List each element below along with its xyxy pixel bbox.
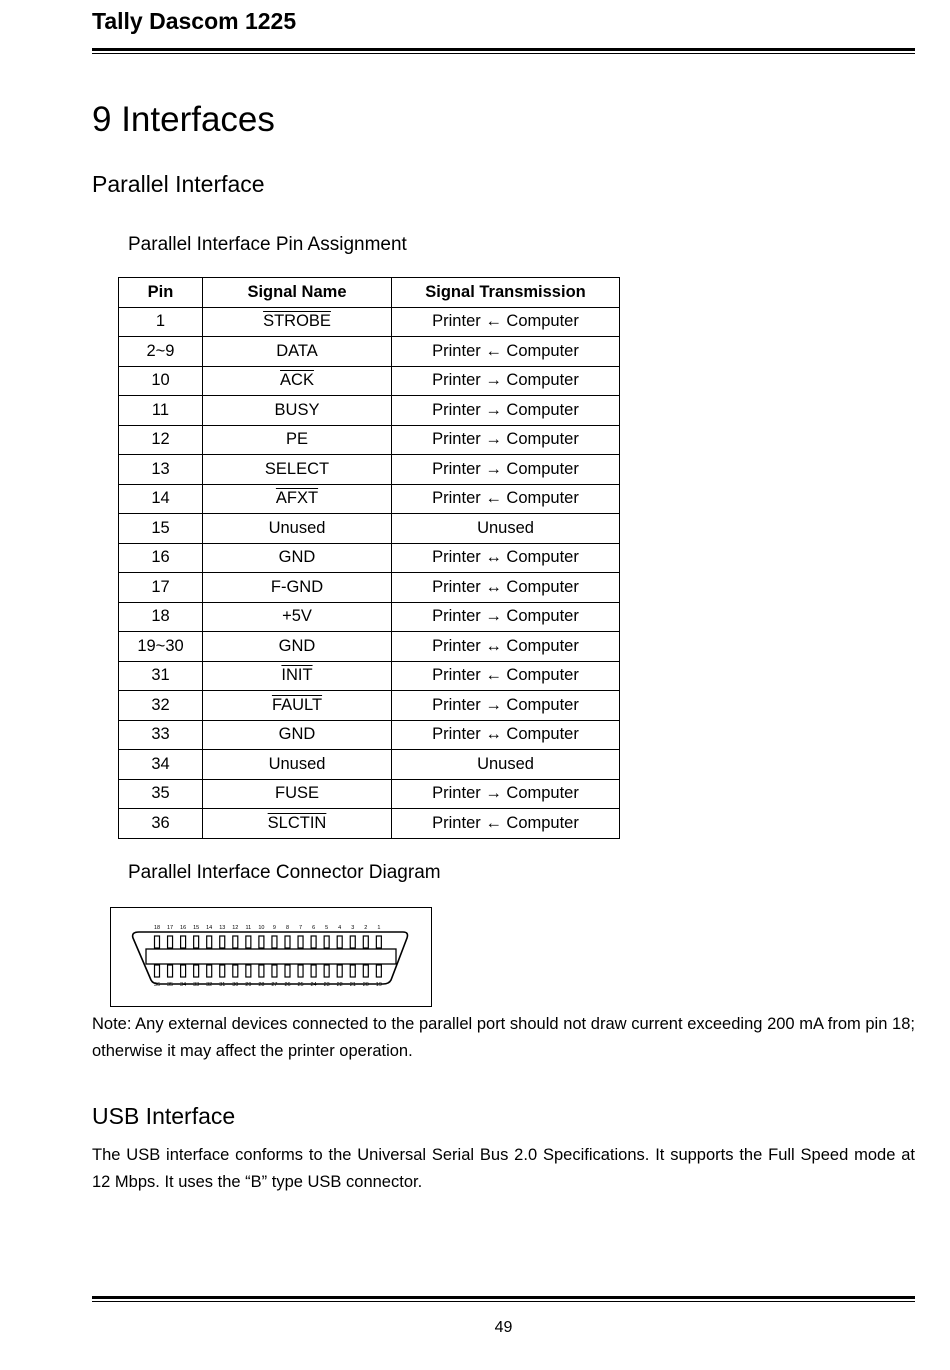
connector-pin bbox=[311, 965, 316, 977]
header-rule-thin bbox=[92, 53, 915, 54]
chapter-title: 9 Interfaces bbox=[92, 100, 275, 139]
connector-pin bbox=[246, 936, 251, 948]
connector-pin bbox=[168, 965, 173, 977]
signal-transmission-cell: Printer ← Computer bbox=[392, 307, 620, 337]
pin-number-label: 21 bbox=[349, 982, 356, 988]
table-row bbox=[119, 750, 620, 780]
signal-name-cell bbox=[203, 661, 392, 691]
signal-transmission-cell: Printer → Computer bbox=[392, 779, 620, 809]
signal-transmission-cell: Printer ← Computer bbox=[392, 809, 620, 839]
signal-name-cell: BUSY bbox=[203, 396, 392, 426]
connector-diagram-graphic bbox=[111, 908, 431, 1006]
table-row bbox=[119, 573, 620, 603]
active-low-signal-label: $\overline{ACK}$ bbox=[280, 371, 314, 390]
connector-pin bbox=[246, 965, 251, 977]
signal-name-cell: SELECT bbox=[203, 455, 392, 485]
signal-name-cell: GND bbox=[203, 632, 392, 662]
signal-transmission-cell: Unused bbox=[392, 750, 620, 780]
signal-name-cell: FUSE bbox=[203, 779, 392, 809]
connector-pin bbox=[233, 965, 238, 977]
pin-number-label: 10 bbox=[258, 925, 265, 931]
header-rule bbox=[92, 48, 915, 51]
signal-transmission-cell: Printer ↔ Computer bbox=[392, 573, 620, 603]
pin-number-label: 12 bbox=[232, 925, 239, 931]
column-header-signal-name: Signal Name bbox=[203, 278, 392, 308]
signal-name-cell bbox=[203, 366, 392, 396]
signal-transmission-cell: Unused bbox=[392, 514, 620, 544]
signal-transmission-cell: Printer → Computer bbox=[392, 602, 620, 632]
footer-rule bbox=[92, 1296, 915, 1299]
pin-cell: 32 bbox=[119, 691, 203, 721]
table-row bbox=[119, 307, 620, 337]
pin-number-label: 27 bbox=[271, 982, 278, 988]
pin-number-label: 33 bbox=[193, 982, 200, 988]
connector-pin bbox=[285, 965, 290, 977]
pin-number-label: 17 bbox=[166, 925, 174, 931]
pin-number-label: 4 bbox=[338, 925, 342, 931]
signal-name-cell: Unused bbox=[203, 514, 392, 544]
connector-diagram-title: Parallel Interface Connector Diagram bbox=[128, 862, 441, 883]
active-low-signal-label: STROBE bbox=[263, 312, 331, 331]
connector-pin bbox=[363, 965, 368, 977]
signal-name-cell: PE bbox=[203, 425, 392, 455]
signal-transmission-cell: Printer → Computer bbox=[392, 425, 620, 455]
connector-pin bbox=[194, 936, 199, 948]
page-number: 49 bbox=[494, 1319, 513, 1336]
pin-number-label: 3 bbox=[351, 925, 355, 931]
pin-number-label: 1 bbox=[377, 925, 381, 931]
pin-number-label: 2 bbox=[364, 925, 368, 931]
pin-cell: 1 bbox=[119, 307, 203, 337]
connector-diagram bbox=[110, 907, 432, 1007]
pin-number-label: 22 bbox=[336, 982, 343, 988]
pin-number-label: 13 bbox=[219, 925, 226, 931]
connector-pin bbox=[298, 936, 303, 948]
table-row bbox=[119, 514, 620, 544]
pin-cell: 18 bbox=[119, 602, 203, 632]
connector-pin bbox=[337, 965, 342, 977]
pin-number-label: 36 bbox=[153, 982, 161, 988]
connector-pin bbox=[207, 936, 212, 948]
column-header-pin: Pin bbox=[119, 278, 203, 308]
table-row bbox=[119, 809, 620, 839]
pin-cell: 14 bbox=[119, 484, 203, 514]
signal-transmission-cell: Printer → Computer bbox=[392, 366, 620, 396]
table-row bbox=[119, 720, 620, 750]
pin-table-title: Parallel Interface Pin Assignment bbox=[128, 234, 407, 255]
column-header-signal-transmission: Signal Transmission bbox=[392, 278, 620, 308]
signal-transmission-cell: Printer ← Computer bbox=[392, 661, 620, 691]
active-low-signal-label: FAULT bbox=[271, 695, 323, 714]
pin-cell: 11 bbox=[119, 396, 203, 426]
signal-transmission-cell: Printer → Computer bbox=[392, 691, 620, 721]
pin-cell: 13 bbox=[119, 455, 203, 485]
pin-cell: 36 bbox=[119, 809, 203, 839]
connector-pin bbox=[259, 965, 264, 977]
table-row bbox=[119, 632, 620, 662]
pin-number-label: 31 bbox=[219, 982, 226, 988]
pin-number-label: 18 bbox=[153, 925, 161, 931]
pin-number-label: 14 bbox=[206, 925, 213, 931]
signal-name-cell bbox=[203, 809, 392, 839]
connector-pin bbox=[350, 965, 355, 977]
connector-pin bbox=[324, 936, 329, 948]
pin-table-body bbox=[119, 307, 620, 838]
table-header-row bbox=[119, 278, 620, 308]
signal-transmission-cell: Printer ← Computer bbox=[392, 337, 620, 367]
pin-number-label: 15 bbox=[193, 925, 200, 931]
connector-pin bbox=[376, 965, 381, 977]
pin-cell: 19~30 bbox=[119, 632, 203, 662]
pin-number-label: 34 bbox=[180, 982, 187, 988]
connector-pin bbox=[181, 965, 186, 977]
pin-number-label: 8 bbox=[285, 925, 290, 931]
connector-pin bbox=[337, 936, 342, 948]
pin-cell: 10 bbox=[119, 366, 203, 396]
connector-pin bbox=[272, 936, 277, 948]
pin-number-label: 5 bbox=[325, 925, 329, 931]
signal-name-cell: F-GND bbox=[203, 573, 392, 603]
active-low-signal-label: INIT bbox=[281, 666, 313, 685]
pin-cell: 2~9 bbox=[119, 337, 203, 367]
pin-number-label: 11 bbox=[245, 925, 252, 931]
connector-pin bbox=[233, 936, 238, 948]
pin-cell: 35 bbox=[119, 779, 203, 809]
pin-cell: 12 bbox=[119, 425, 203, 455]
active-low-signal-label: AFXT bbox=[275, 489, 319, 508]
signal-transmission-cell: Printer ← Computer bbox=[392, 484, 620, 514]
header-title: Tally Dascom 1225 bbox=[92, 8, 297, 34]
pin-number-label: 28 bbox=[258, 982, 265, 988]
signal-transmission-cell: Printer ↔ Computer bbox=[392, 632, 620, 662]
pin-number-label: 30 bbox=[232, 982, 239, 988]
connector-pin bbox=[220, 936, 225, 948]
pin-number-label: 20 bbox=[362, 982, 369, 988]
pin-cell: 16 bbox=[119, 543, 203, 573]
pin-number-label: 26 bbox=[284, 982, 291, 988]
pin-number-label: 24 bbox=[310, 982, 317, 988]
pin-number-label: 6 bbox=[312, 925, 316, 931]
connector-pin bbox=[181, 936, 186, 948]
table-row bbox=[119, 396, 620, 426]
pin-cell: 15 bbox=[119, 514, 203, 544]
connector-pin bbox=[363, 936, 368, 948]
signal-name-cell: +5V bbox=[203, 602, 392, 632]
connector-pin bbox=[272, 965, 277, 977]
pin-number-label: 19 bbox=[375, 982, 382, 988]
connector-shell-outline bbox=[133, 932, 408, 984]
connector-pin bbox=[350, 936, 355, 948]
connector-pin bbox=[220, 965, 225, 977]
pin-number-label: 29 bbox=[245, 982, 252, 988]
pin-number-label: 9 bbox=[272, 925, 276, 931]
signal-transmission-cell: Printer ↔ Computer bbox=[392, 720, 620, 750]
table-row bbox=[119, 691, 620, 721]
table-row bbox=[119, 366, 620, 396]
connector-pin bbox=[298, 965, 303, 977]
connector-pin bbox=[155, 936, 160, 948]
signal-name-cell: DATA bbox=[203, 337, 392, 367]
usb-description: The USB interface conforms to the Universal Serial Bus 2.0 Specifications. It supports the Full Speed mode at 12 Mbps. It uses the “B” type USB connector. bbox=[92, 1146, 915, 1191]
pin-cell: 17 bbox=[119, 573, 203, 603]
pin-cell: 31 bbox=[119, 661, 203, 691]
signal-name-cell: GND bbox=[203, 543, 392, 573]
pin-number-label: 35 bbox=[166, 982, 174, 988]
connector-pin bbox=[168, 936, 173, 948]
pin-number-label: 16 bbox=[180, 925, 187, 931]
signal-name-cell bbox=[203, 307, 392, 337]
connector-pin bbox=[376, 936, 381, 948]
table-row bbox=[119, 543, 620, 573]
pin-assignment-table bbox=[118, 277, 620, 839]
table-row bbox=[119, 779, 620, 809]
signal-name-cell: GND bbox=[203, 720, 392, 750]
connector-pin bbox=[194, 965, 199, 977]
pin-cell: 33 bbox=[119, 720, 203, 750]
signal-transmission-cell: Printer → Computer bbox=[392, 455, 620, 485]
table-row bbox=[119, 425, 620, 455]
table-row bbox=[119, 484, 620, 514]
connector-pin bbox=[207, 965, 212, 977]
footer-rule-thin bbox=[92, 1301, 915, 1302]
signal-name-cell bbox=[203, 484, 392, 514]
parallel-note: Note: Any external devices connected to the parallel port should not draw current exceeding 200 mA from pin 18; otherwise it may affect the printer operation. bbox=[92, 1015, 915, 1060]
connector-pin bbox=[155, 965, 160, 977]
pin-number-label: 23 bbox=[323, 982, 330, 988]
section-title-parallel: Parallel Interface bbox=[92, 171, 265, 197]
section-title-usb: USB Interface bbox=[92, 1103, 236, 1129]
active-low-signal-label: SLCTIN bbox=[267, 813, 327, 832]
signal-transmission-cell: Printer → Computer bbox=[392, 396, 620, 426]
table-row bbox=[119, 602, 620, 632]
table-row bbox=[119, 455, 620, 485]
pin-number-label: 32 bbox=[206, 982, 213, 988]
connector-pin bbox=[324, 965, 329, 977]
signal-transmission-cell: Printer ↔ Computer bbox=[392, 543, 620, 573]
pin-number-label: 7 bbox=[299, 925, 303, 931]
connector-pin bbox=[311, 936, 316, 948]
connector-pin bbox=[285, 936, 290, 948]
signal-name-cell: Unused bbox=[203, 750, 392, 780]
connector-pin bbox=[259, 936, 264, 948]
pin-cell: 34 bbox=[119, 750, 203, 780]
signal-name-cell bbox=[203, 691, 392, 721]
table-row bbox=[119, 661, 620, 691]
pin-number-label: 25 bbox=[297, 982, 304, 988]
connector-center-bar bbox=[146, 949, 396, 964]
table-row bbox=[119, 337, 620, 367]
